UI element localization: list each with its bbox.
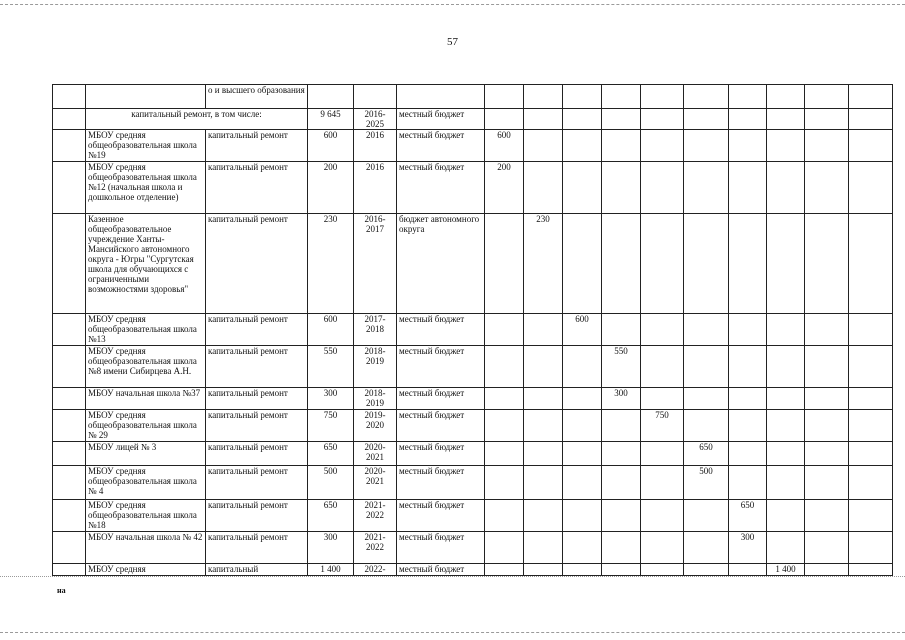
year-amount-cell bbox=[684, 214, 729, 314]
table-row bbox=[53, 442, 893, 466]
cell-source: местный бюджет bbox=[397, 346, 485, 388]
cell-activity: капитальный ремонт bbox=[206, 410, 308, 442]
cell-institution: МБОУ лицей № 3 bbox=[86, 442, 206, 466]
year-amount-cell bbox=[849, 162, 893, 214]
cell-institution: МБОУ начальная школа № 42 bbox=[86, 532, 206, 564]
cell-activity: капитальный ремонт bbox=[206, 500, 308, 532]
total-period: 2016-2025 bbox=[354, 109, 397, 130]
year-amount-cell bbox=[524, 346, 563, 388]
table-row bbox=[53, 388, 893, 410]
year-amount-cell bbox=[563, 532, 602, 564]
year-amount-cell bbox=[767, 388, 805, 410]
year-amount-cell bbox=[684, 410, 729, 442]
year-amount-cell: 230 bbox=[524, 214, 563, 314]
cell-source: местный бюджет bbox=[397, 388, 485, 410]
table-row bbox=[53, 162, 893, 214]
cell-institution bbox=[86, 85, 206, 109]
cell-source: местный бюджет bbox=[397, 442, 485, 466]
year-amount-cell bbox=[767, 532, 805, 564]
year-amount-cell bbox=[767, 214, 805, 314]
cell-activity: капитальный ремонт bbox=[206, 214, 308, 314]
year-amount-cell bbox=[805, 162, 849, 214]
year-amount-cell bbox=[602, 162, 641, 214]
cell-index bbox=[53, 466, 86, 500]
cell-activity: о и высшего образования bbox=[206, 85, 308, 109]
year-amount-cell bbox=[849, 466, 893, 500]
year-amount-cell bbox=[849, 442, 893, 466]
cell-activity: капитальный ремонт bbox=[206, 130, 308, 162]
year-amount-cell bbox=[524, 564, 563, 576]
year-amount-cell bbox=[849, 388, 893, 410]
year-amount-cell bbox=[641, 564, 684, 576]
cell-activity: капитальный ремонт bbox=[206, 314, 308, 346]
cell-period: 2018-2019 bbox=[354, 388, 397, 410]
year-amount-cell bbox=[485, 442, 524, 466]
year-amount-cell: 650 bbox=[729, 500, 767, 532]
year-amount-cell bbox=[641, 500, 684, 532]
cell-index bbox=[53, 109, 86, 130]
year-amount-cell bbox=[602, 410, 641, 442]
cell-empty bbox=[641, 85, 684, 109]
year-amount-cell: 650 bbox=[684, 442, 729, 466]
year-amount-cell bbox=[849, 410, 893, 442]
scan-artifact-mid bbox=[0, 576, 905, 577]
year-amount-cell bbox=[641, 130, 684, 162]
year-amount-cell bbox=[767, 442, 805, 466]
year-amount-cell bbox=[602, 214, 641, 314]
cell-index bbox=[53, 130, 86, 162]
year-amount-cell bbox=[602, 500, 641, 532]
cell-index bbox=[53, 346, 86, 388]
year-amount-cell bbox=[767, 130, 805, 162]
year-amount-cell bbox=[849, 346, 893, 388]
page-number: 57 bbox=[447, 36, 458, 48]
year-amount-cell bbox=[849, 130, 893, 162]
cell-institution: МБОУ средняя общеобразовательная школа № 4 bbox=[86, 466, 206, 500]
footer-mark: на bbox=[57, 586, 66, 595]
year-amount-cell: 750 bbox=[641, 410, 684, 442]
cell-source: местный бюджет bbox=[397, 466, 485, 500]
cell-index bbox=[53, 314, 86, 346]
year-amount-cell bbox=[684, 532, 729, 564]
cell-empty bbox=[524, 85, 563, 109]
cell-period: 2020-2021 bbox=[354, 442, 397, 466]
cell-period: 2021-2022 bbox=[354, 500, 397, 532]
year-amount-cell bbox=[485, 410, 524, 442]
cell-total: 230 bbox=[308, 214, 354, 314]
cell-source: местный бюджет bbox=[397, 162, 485, 214]
year-amount-cell bbox=[767, 500, 805, 532]
cell-source: местный бюджет bbox=[397, 532, 485, 564]
cell-source: местный бюджет bbox=[397, 130, 485, 162]
year-amount-cell bbox=[485, 532, 524, 564]
year-amount-cell bbox=[805, 109, 849, 130]
cell-total: 200 bbox=[308, 162, 354, 214]
year-amount-cell bbox=[641, 162, 684, 214]
year-amount-cell bbox=[767, 109, 805, 130]
cell-institution: МБОУ средняя общеобразовательная школа №18 bbox=[86, 500, 206, 532]
scan-artifact-top bbox=[0, 4, 905, 5]
year-amount-cell bbox=[729, 314, 767, 346]
year-amount-cell bbox=[485, 388, 524, 410]
year-amount-cell bbox=[641, 442, 684, 466]
table-row bbox=[53, 564, 893, 576]
year-amount-cell bbox=[684, 388, 729, 410]
year-amount-cell bbox=[641, 314, 684, 346]
year-amount-cell bbox=[805, 130, 849, 162]
cell-empty bbox=[729, 85, 767, 109]
cell-empty bbox=[684, 85, 729, 109]
year-amount-cell bbox=[849, 564, 893, 576]
cell-source: местный бюджет bbox=[397, 410, 485, 442]
year-amount-cell bbox=[684, 109, 729, 130]
table-row bbox=[53, 500, 893, 532]
year-amount-cell bbox=[524, 388, 563, 410]
year-amount-cell: 1 400 bbox=[767, 564, 805, 576]
cell-activity: капитальный ремонт bbox=[206, 442, 308, 466]
table-row-continued bbox=[53, 85, 893, 109]
cell-index bbox=[53, 564, 86, 576]
year-amount-cell bbox=[524, 532, 563, 564]
cell-institution: МБОУ начальная школа №37 bbox=[86, 388, 206, 410]
cell-total: 550 bbox=[308, 346, 354, 388]
total-label: капитальный ремонт, в том числе: bbox=[86, 109, 308, 130]
cell-institution: МБОУ средняя общеобразовательная школа №13 bbox=[86, 314, 206, 346]
year-amount-cell bbox=[641, 532, 684, 564]
year-amount-cell: 300 bbox=[602, 388, 641, 410]
year-amount-cell: 600 bbox=[485, 130, 524, 162]
cell-institution: МБОУ средняя общеобразовательная школа № 29 bbox=[86, 410, 206, 442]
year-amount-cell bbox=[767, 162, 805, 214]
cell-activity: капитальный ремонт bbox=[206, 388, 308, 410]
cell-institution: МБОУ средняя общеобразовательная школа №8 имени Сибирцева А.Н. bbox=[86, 346, 206, 388]
cell-activity: капитальный bbox=[206, 564, 308, 576]
table-row bbox=[53, 466, 893, 500]
cell-activity: капитальный ремонт bbox=[206, 346, 308, 388]
cell-total: 750 bbox=[308, 410, 354, 442]
cell-empty bbox=[805, 85, 849, 109]
year-amount-cell bbox=[524, 500, 563, 532]
year-amount-cell bbox=[485, 214, 524, 314]
cell-index bbox=[53, 500, 86, 532]
year-amount-cell bbox=[563, 162, 602, 214]
year-amount-cell bbox=[602, 109, 641, 130]
table-row bbox=[53, 532, 893, 564]
year-amount-cell bbox=[684, 500, 729, 532]
total-amount: 9 645 bbox=[308, 109, 354, 130]
cell-period: 2021-2022 bbox=[354, 532, 397, 564]
year-amount-cell bbox=[805, 410, 849, 442]
year-amount-cell bbox=[524, 466, 563, 500]
year-amount-cell bbox=[602, 564, 641, 576]
cell-index bbox=[53, 442, 86, 466]
year-amount-cell bbox=[684, 130, 729, 162]
cell-empty bbox=[397, 85, 485, 109]
year-amount-cell bbox=[767, 314, 805, 346]
cell-empty bbox=[849, 85, 893, 109]
cell-period: 2020-2021 bbox=[354, 466, 397, 500]
year-amount-cell: 500 bbox=[684, 466, 729, 500]
cell-total: 650 bbox=[308, 500, 354, 532]
year-amount-cell bbox=[729, 442, 767, 466]
cell-total: 600 bbox=[308, 130, 354, 162]
cell-index bbox=[53, 410, 86, 442]
cell-total: 1 400 bbox=[308, 564, 354, 576]
total-source: местный бюджет bbox=[397, 109, 485, 130]
year-amount-cell bbox=[805, 442, 849, 466]
year-amount-cell bbox=[641, 388, 684, 410]
cell-activity: капитальный ремонт bbox=[206, 532, 308, 564]
year-amount-cell bbox=[602, 442, 641, 466]
year-amount-cell bbox=[485, 109, 524, 130]
year-amount-cell bbox=[684, 314, 729, 346]
year-amount-cell bbox=[563, 130, 602, 162]
budget-table bbox=[52, 84, 893, 576]
year-amount-cell bbox=[767, 466, 805, 500]
year-amount-cell bbox=[805, 466, 849, 500]
cell-empty bbox=[308, 85, 354, 109]
year-amount-cell bbox=[524, 410, 563, 442]
year-amount-cell bbox=[684, 564, 729, 576]
year-amount-cell bbox=[485, 314, 524, 346]
year-amount-cell bbox=[729, 466, 767, 500]
year-amount-cell bbox=[641, 109, 684, 130]
year-amount-cell bbox=[524, 162, 563, 214]
table-row bbox=[53, 346, 893, 388]
table-row bbox=[53, 314, 893, 346]
cell-index bbox=[53, 162, 86, 214]
year-amount-cell bbox=[602, 314, 641, 346]
cell-total: 650 bbox=[308, 442, 354, 466]
year-amount-cell bbox=[767, 410, 805, 442]
cell-total: 300 bbox=[308, 388, 354, 410]
cell-empty bbox=[602, 85, 641, 109]
cell-total: 500 bbox=[308, 466, 354, 500]
cell-total: 300 bbox=[308, 532, 354, 564]
table-row bbox=[53, 214, 893, 314]
cell-empty bbox=[563, 85, 602, 109]
year-amount-cell bbox=[767, 346, 805, 388]
year-amount-cell bbox=[729, 109, 767, 130]
cell-period: 2016-2017 bbox=[354, 214, 397, 314]
cell-source: местный бюджет bbox=[397, 500, 485, 532]
year-amount-cell bbox=[684, 162, 729, 214]
year-amount-cell bbox=[641, 214, 684, 314]
year-amount-cell bbox=[485, 564, 524, 576]
cell-source: бюджет автономного округа bbox=[397, 214, 485, 314]
year-amount-cell bbox=[524, 442, 563, 466]
cell-index bbox=[53, 214, 86, 314]
year-amount-cell bbox=[524, 130, 563, 162]
year-amount-cell bbox=[524, 314, 563, 346]
year-amount-cell bbox=[602, 532, 641, 564]
year-amount-cell bbox=[602, 466, 641, 500]
cell-empty bbox=[767, 85, 805, 109]
year-amount-cell bbox=[729, 214, 767, 314]
cell-period: 2018-2019 bbox=[354, 346, 397, 388]
year-amount-cell bbox=[849, 109, 893, 130]
table-row bbox=[53, 130, 893, 162]
cell-period: 2019-2020 bbox=[354, 410, 397, 442]
year-amount-cell bbox=[563, 109, 602, 130]
year-amount-cell bbox=[805, 388, 849, 410]
cell-source: местный бюджет bbox=[397, 314, 485, 346]
cell-index bbox=[53, 85, 86, 109]
year-amount-cell bbox=[849, 314, 893, 346]
year-amount-cell bbox=[729, 410, 767, 442]
year-amount-cell bbox=[684, 346, 729, 388]
year-amount-cell bbox=[805, 532, 849, 564]
year-amount-cell bbox=[805, 500, 849, 532]
year-amount-cell bbox=[563, 500, 602, 532]
cell-empty bbox=[485, 85, 524, 109]
year-amount-cell bbox=[805, 314, 849, 346]
year-amount-cell bbox=[849, 500, 893, 532]
year-amount-cell bbox=[641, 346, 684, 388]
year-amount-cell bbox=[849, 532, 893, 564]
year-amount-cell bbox=[563, 466, 602, 500]
year-amount-cell bbox=[563, 214, 602, 314]
cell-empty bbox=[354, 85, 397, 109]
year-amount-cell bbox=[524, 109, 563, 130]
year-amount-cell bbox=[602, 130, 641, 162]
cell-institution: МБОУ средняя общеобразовательная школа №12 (начальная школа и дошкольное отделение) bbox=[86, 162, 206, 214]
year-amount-cell bbox=[849, 214, 893, 314]
year-amount-cell bbox=[563, 564, 602, 576]
year-amount-cell bbox=[805, 346, 849, 388]
year-amount-cell: 600 bbox=[563, 314, 602, 346]
cell-institution: Казенное общеобразовательное учреждение Ханты-Мансийского автономного округа - Югры "Сургутская школа для обучающихся с ограниченными возможностями здоровья" bbox=[86, 214, 206, 314]
year-amount-cell bbox=[563, 410, 602, 442]
cell-institution: МБОУ средняя bbox=[86, 564, 206, 576]
year-amount-cell bbox=[729, 346, 767, 388]
cell-index bbox=[53, 388, 86, 410]
year-amount-cell: 200 bbox=[485, 162, 524, 214]
cell-period: 2017-2018 bbox=[354, 314, 397, 346]
year-amount-cell bbox=[729, 564, 767, 576]
cell-period: 2016 bbox=[354, 162, 397, 214]
table-row-total bbox=[53, 109, 893, 130]
year-amount-cell bbox=[805, 214, 849, 314]
year-amount-cell bbox=[729, 388, 767, 410]
year-amount-cell bbox=[563, 346, 602, 388]
year-amount-cell bbox=[641, 466, 684, 500]
year-amount-cell bbox=[729, 162, 767, 214]
year-amount-cell bbox=[563, 388, 602, 410]
year-amount-cell: 550 bbox=[602, 346, 641, 388]
cell-index bbox=[53, 532, 86, 564]
year-amount-cell bbox=[563, 442, 602, 466]
year-amount-cell bbox=[485, 500, 524, 532]
cell-activity: капитальный ремонт bbox=[206, 162, 308, 214]
year-amount-cell bbox=[485, 346, 524, 388]
cell-period: 2022- bbox=[354, 564, 397, 576]
scan-artifact-bottom bbox=[0, 632, 905, 633]
cell-period: 2016 bbox=[354, 130, 397, 162]
cell-total: 600 bbox=[308, 314, 354, 346]
year-amount-cell bbox=[805, 564, 849, 576]
year-amount-cell bbox=[485, 466, 524, 500]
cell-institution: МБОУ средняя общеобразовательная школа №19 bbox=[86, 130, 206, 162]
cell-activity: капитальный ремонт bbox=[206, 466, 308, 500]
year-amount-cell: 300 bbox=[729, 532, 767, 564]
table-row bbox=[53, 410, 893, 442]
cell-source: местный бюджет bbox=[397, 564, 485, 576]
year-amount-cell bbox=[729, 130, 767, 162]
